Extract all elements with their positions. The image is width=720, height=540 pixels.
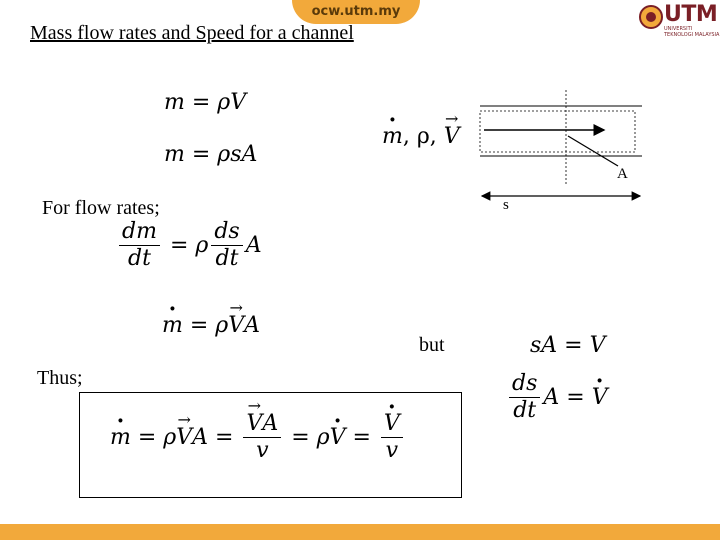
equation-m-rho-s-a: m = ρsA — [164, 142, 258, 167]
equation-sa-v: sA = V — [530, 333, 606, 358]
equation-dm-dt: $\frac{dm}{dt}$ = ρ $\frac{ds}{dt}$ A — [116, 220, 262, 271]
footer-bar — [0, 524, 720, 540]
equation-mdot-rho-v-a: · m = ρ→ VA — [162, 313, 260, 338]
length-label: s — [503, 197, 509, 213]
slide-title: Mass flow rates and Speed for a channel — [30, 22, 354, 44]
flow-symbols: · m, ρ, → V — [382, 124, 460, 149]
equation-ds-dt-a: $\frac{ds}{dt}$ A = · V — [506, 372, 608, 423]
thus-label: Thus; — [37, 367, 83, 389]
but-label: but — [419, 334, 445, 356]
logo-subtext: UNIVERSITI TEKNOLOGI MALAYSIA — [664, 26, 720, 38]
equation-result: · m = ρ → V A = → $\frac{VA}{v}$ = ρ · V = · $\frac{V}{v}$ — [110, 412, 406, 463]
area-label: A — [617, 166, 628, 182]
logo-text: UTM — [664, 2, 718, 27]
channel-diagram — [470, 86, 650, 212]
url-text[interactable]: ocw.utm.my — [311, 4, 401, 19]
for-flow-rates-label: For flow rates; — [42, 197, 160, 219]
equation-m-rho-v: m = ρV — [164, 90, 247, 115]
